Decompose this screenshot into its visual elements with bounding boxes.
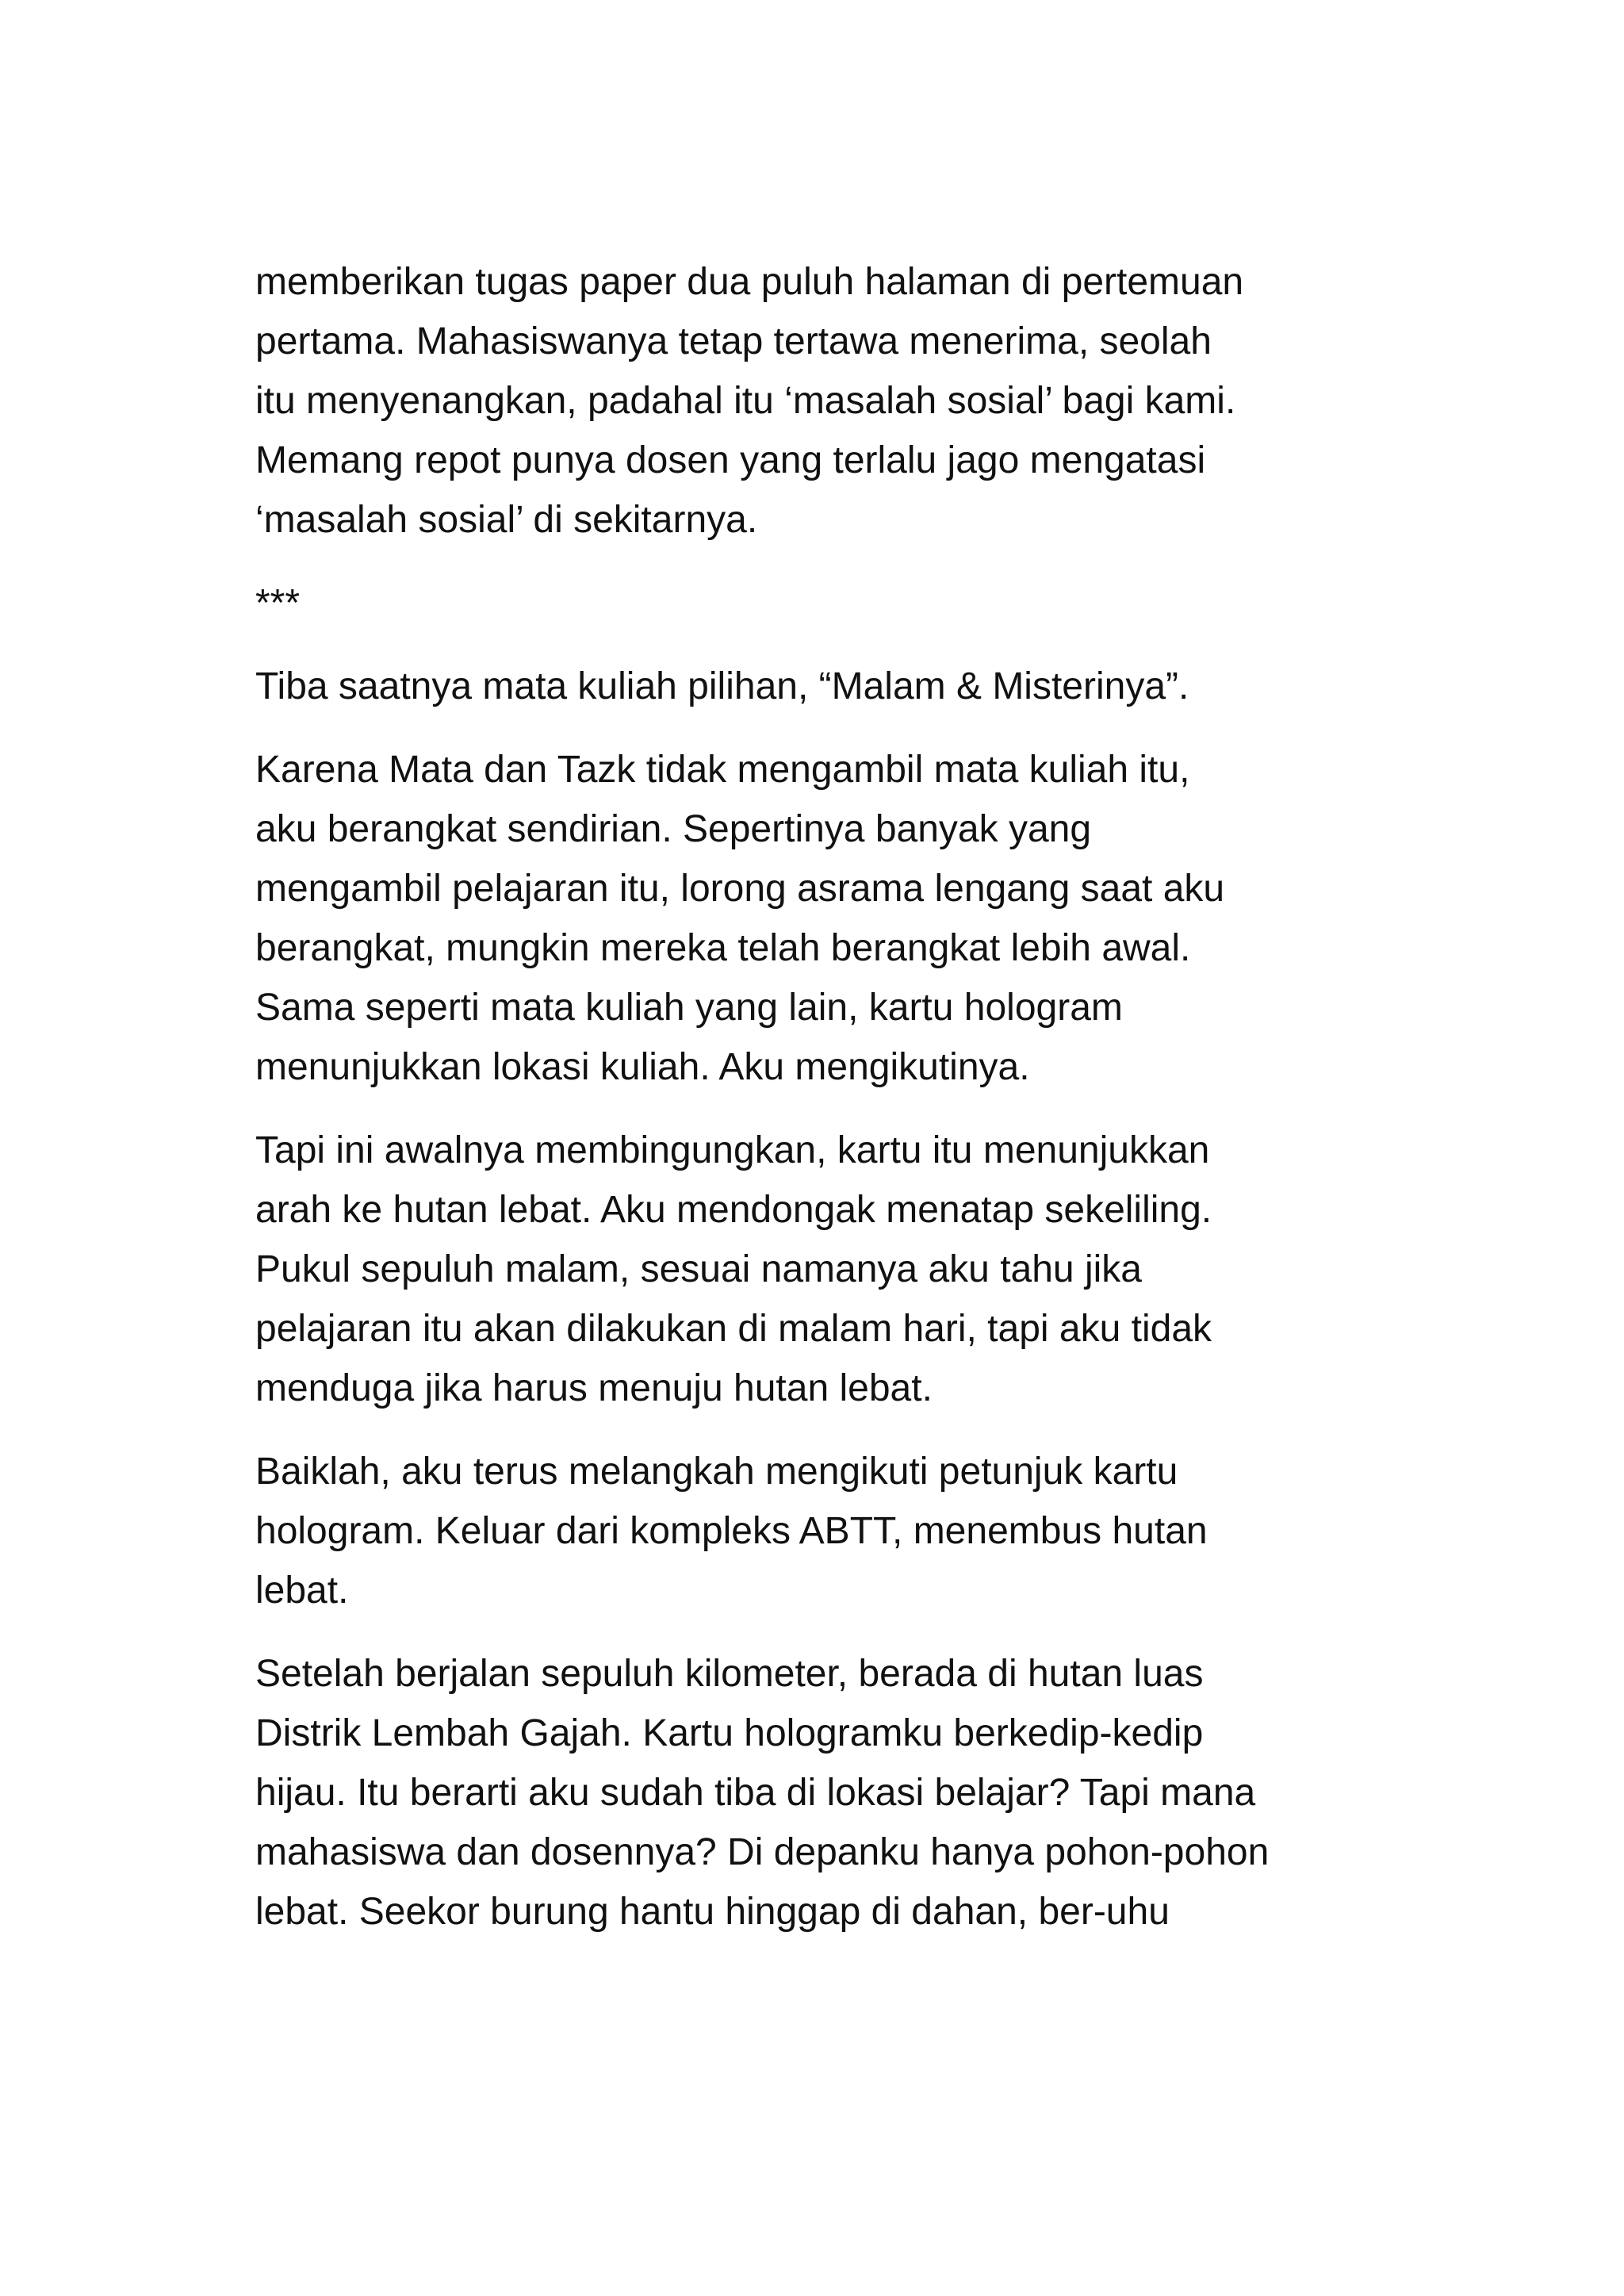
paragraph-2 xyxy=(255,657,1397,716)
text-line: menunjukkan lokasi kuliah. Aku mengikutinya. xyxy=(255,1046,1030,1088)
text-line: berangkat, mungkin mereka telah berangkat lebih awal. xyxy=(255,927,1191,969)
scene-break-marker: *** xyxy=(255,582,301,624)
text-line: Baiklah, aku terus melangkah mengikuti petunjuk kartu xyxy=(255,1451,1178,1493)
text-line: mahasiswa dan dosennya? Di depanku hanya pohon-pohon xyxy=(255,1831,1270,1873)
text-line: itu menyenangkan, padahal itu ‘masalah sosial’ bagi kami. xyxy=(255,380,1236,422)
text-line: Sama seperti mata kuliah yang lain, kartu hologram xyxy=(255,987,1123,1029)
text-line: Setelah berjalan sepuluh kilometer, berada di hutan luas xyxy=(255,1653,1204,1695)
text-line: hijau. Itu berarti aku sudah tiba di lokasi belajar? Tapi mana xyxy=(255,1772,1256,1814)
body-text xyxy=(255,252,1397,1965)
paragraph-3 xyxy=(255,740,1397,1097)
text-line: Tapi ini awalnya membingungkan, kartu itu menunjukkan xyxy=(255,1129,1210,1171)
text-line: arah ke hutan lebat. Aku mendongak menatap sekeliling. xyxy=(255,1189,1212,1231)
text-line: menduga jika harus menuju hutan lebat. xyxy=(255,1367,933,1409)
paragraph-6 xyxy=(255,1644,1397,1941)
text-line: pelajaran itu akan dilakukan di malam hari, tapi aku tidak xyxy=(255,1308,1212,1350)
paragraph-1 xyxy=(255,252,1397,550)
text-line: Karena Mata dan Tazk tidak mengambil mata kuliah itu, xyxy=(255,749,1190,791)
text-line: Tiba saatnya mata kuliah pilihan, “Malam & Misterinya”. xyxy=(255,665,1189,707)
text-line: ‘masalah sosial’ di sekitarnya. xyxy=(255,499,758,541)
text-line: pertama. Mahasiswanya tetap tertawa menerima, seolah xyxy=(255,320,1212,362)
text-line: aku berangkat sendirian. Sepertinya banyak yang xyxy=(255,808,1092,850)
text-line: Distrik Lembah Gajah. Kartu hologramku berkedip-kedip xyxy=(255,1712,1204,1754)
text-line: hologram. Keluar dari kompleks ABTT, menembus hutan xyxy=(255,1510,1208,1552)
paragraph-5 xyxy=(255,1442,1397,1620)
text-line: memberikan tugas paper dua puluh halaman di pertemuan xyxy=(255,261,1244,303)
scene-break xyxy=(255,573,1397,633)
text-line: Memang repot punya dosen yang terlalu jago mengatasi xyxy=(255,439,1206,481)
text-line: lebat. xyxy=(255,1570,349,1612)
text-line: mengambil pelajaran itu, lorong asrama lengang saat aku xyxy=(255,868,1225,910)
text-line: lebat. Seekor burung hantu hinggap di dahan, ber-uhu xyxy=(255,1891,1170,1933)
text-line: Pukul sepuluh malam, sesuai namanya aku tahu jika xyxy=(255,1248,1142,1290)
paragraph-4 xyxy=(255,1121,1397,1418)
